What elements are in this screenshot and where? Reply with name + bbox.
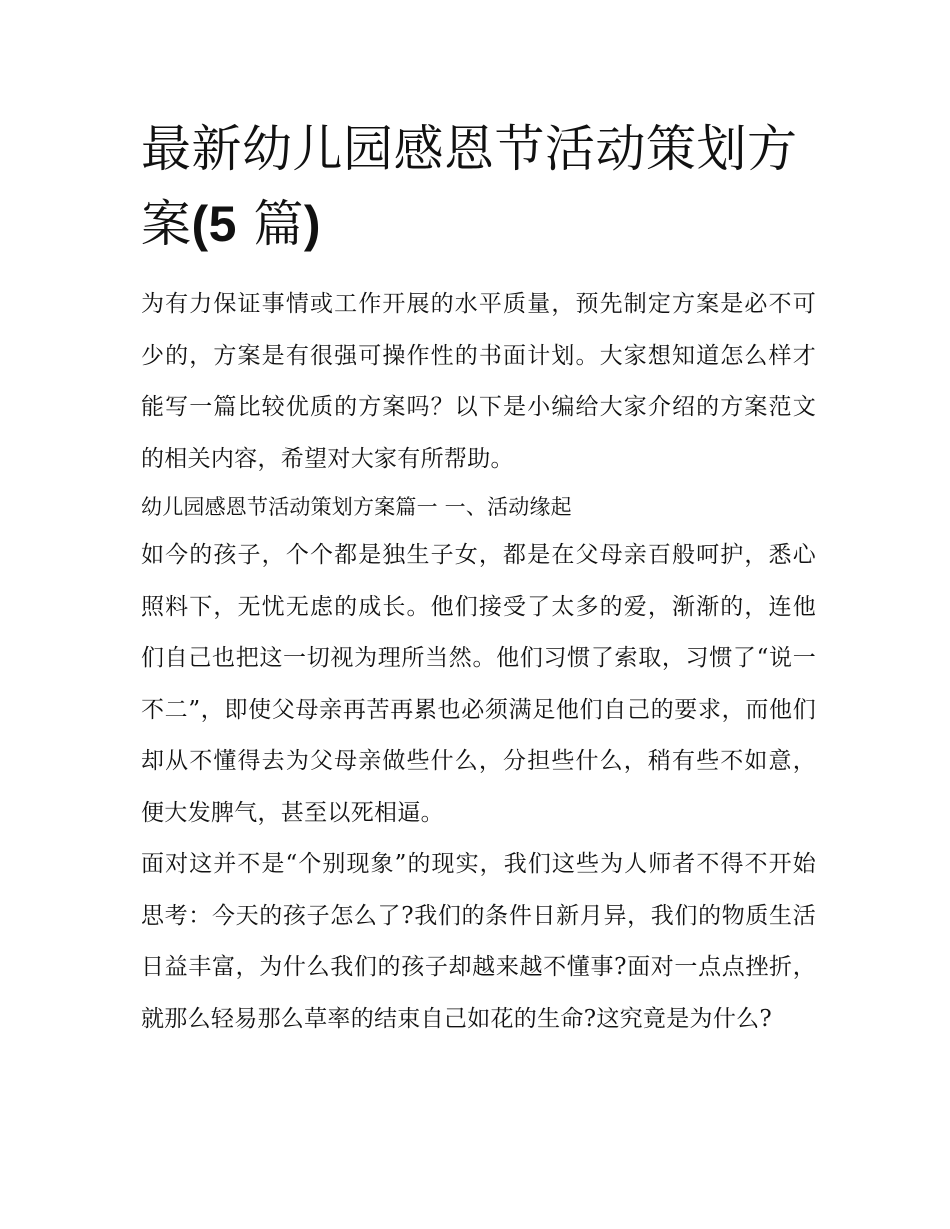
intro-paragraph: 为有力保证事情或工作开展的水平质量，预先制定方案是必不可少的，方案是有很强可操作性的书面计划。大家想知道怎么样才能写一篇比较优质的方案吗？以下是小编给大家介绍的方案范文的相关内容，希望对大家有所帮助。 xyxy=(141,291,816,472)
title-text-count: (5 xyxy=(191,196,237,252)
body-paragraph-1: 如今的孩子，个个都是独生子女，都是在父母亲百般呵护，悉心照料下，无忧无虑的成长。他们接受了太多的爱，渐渐的，连他们自己也把这一切视为理所当然。他们习惯了索取，习惯了“说一不二”，即使父母亲再苦再累也必须满足他们自己的要求，而他们却从不懂得去为父母亲做些什么，分担些什么，稍有些不如意，便大发脾气，甚至以死相逼。 xyxy=(141,542,816,826)
document-title xyxy=(141,112,816,262)
title-text-cjk: 最新幼儿园感恩节活动策划方案 xyxy=(141,120,798,253)
document-page xyxy=(141,112,816,1045)
section-heading: 幼儿园感恩节活动策划方案篇一 一、活动缘起 xyxy=(141,495,572,519)
title-text-close: ) xyxy=(303,196,322,252)
body-paragraph-2: 面对这并不是“个别现象”的现实，我们这些为人师者不得不开始思考：今天的孩子怎么了?我们的条件日新月异，我们的物质生活日益丰富，为什么我们的孩子却越来越不懂事?面对一点点挫折，就那么轻易那么草率的结束自己如花的生命?这究竟是为什么? xyxy=(141,851,816,1032)
title-text-unit: 篇 xyxy=(236,195,304,253)
